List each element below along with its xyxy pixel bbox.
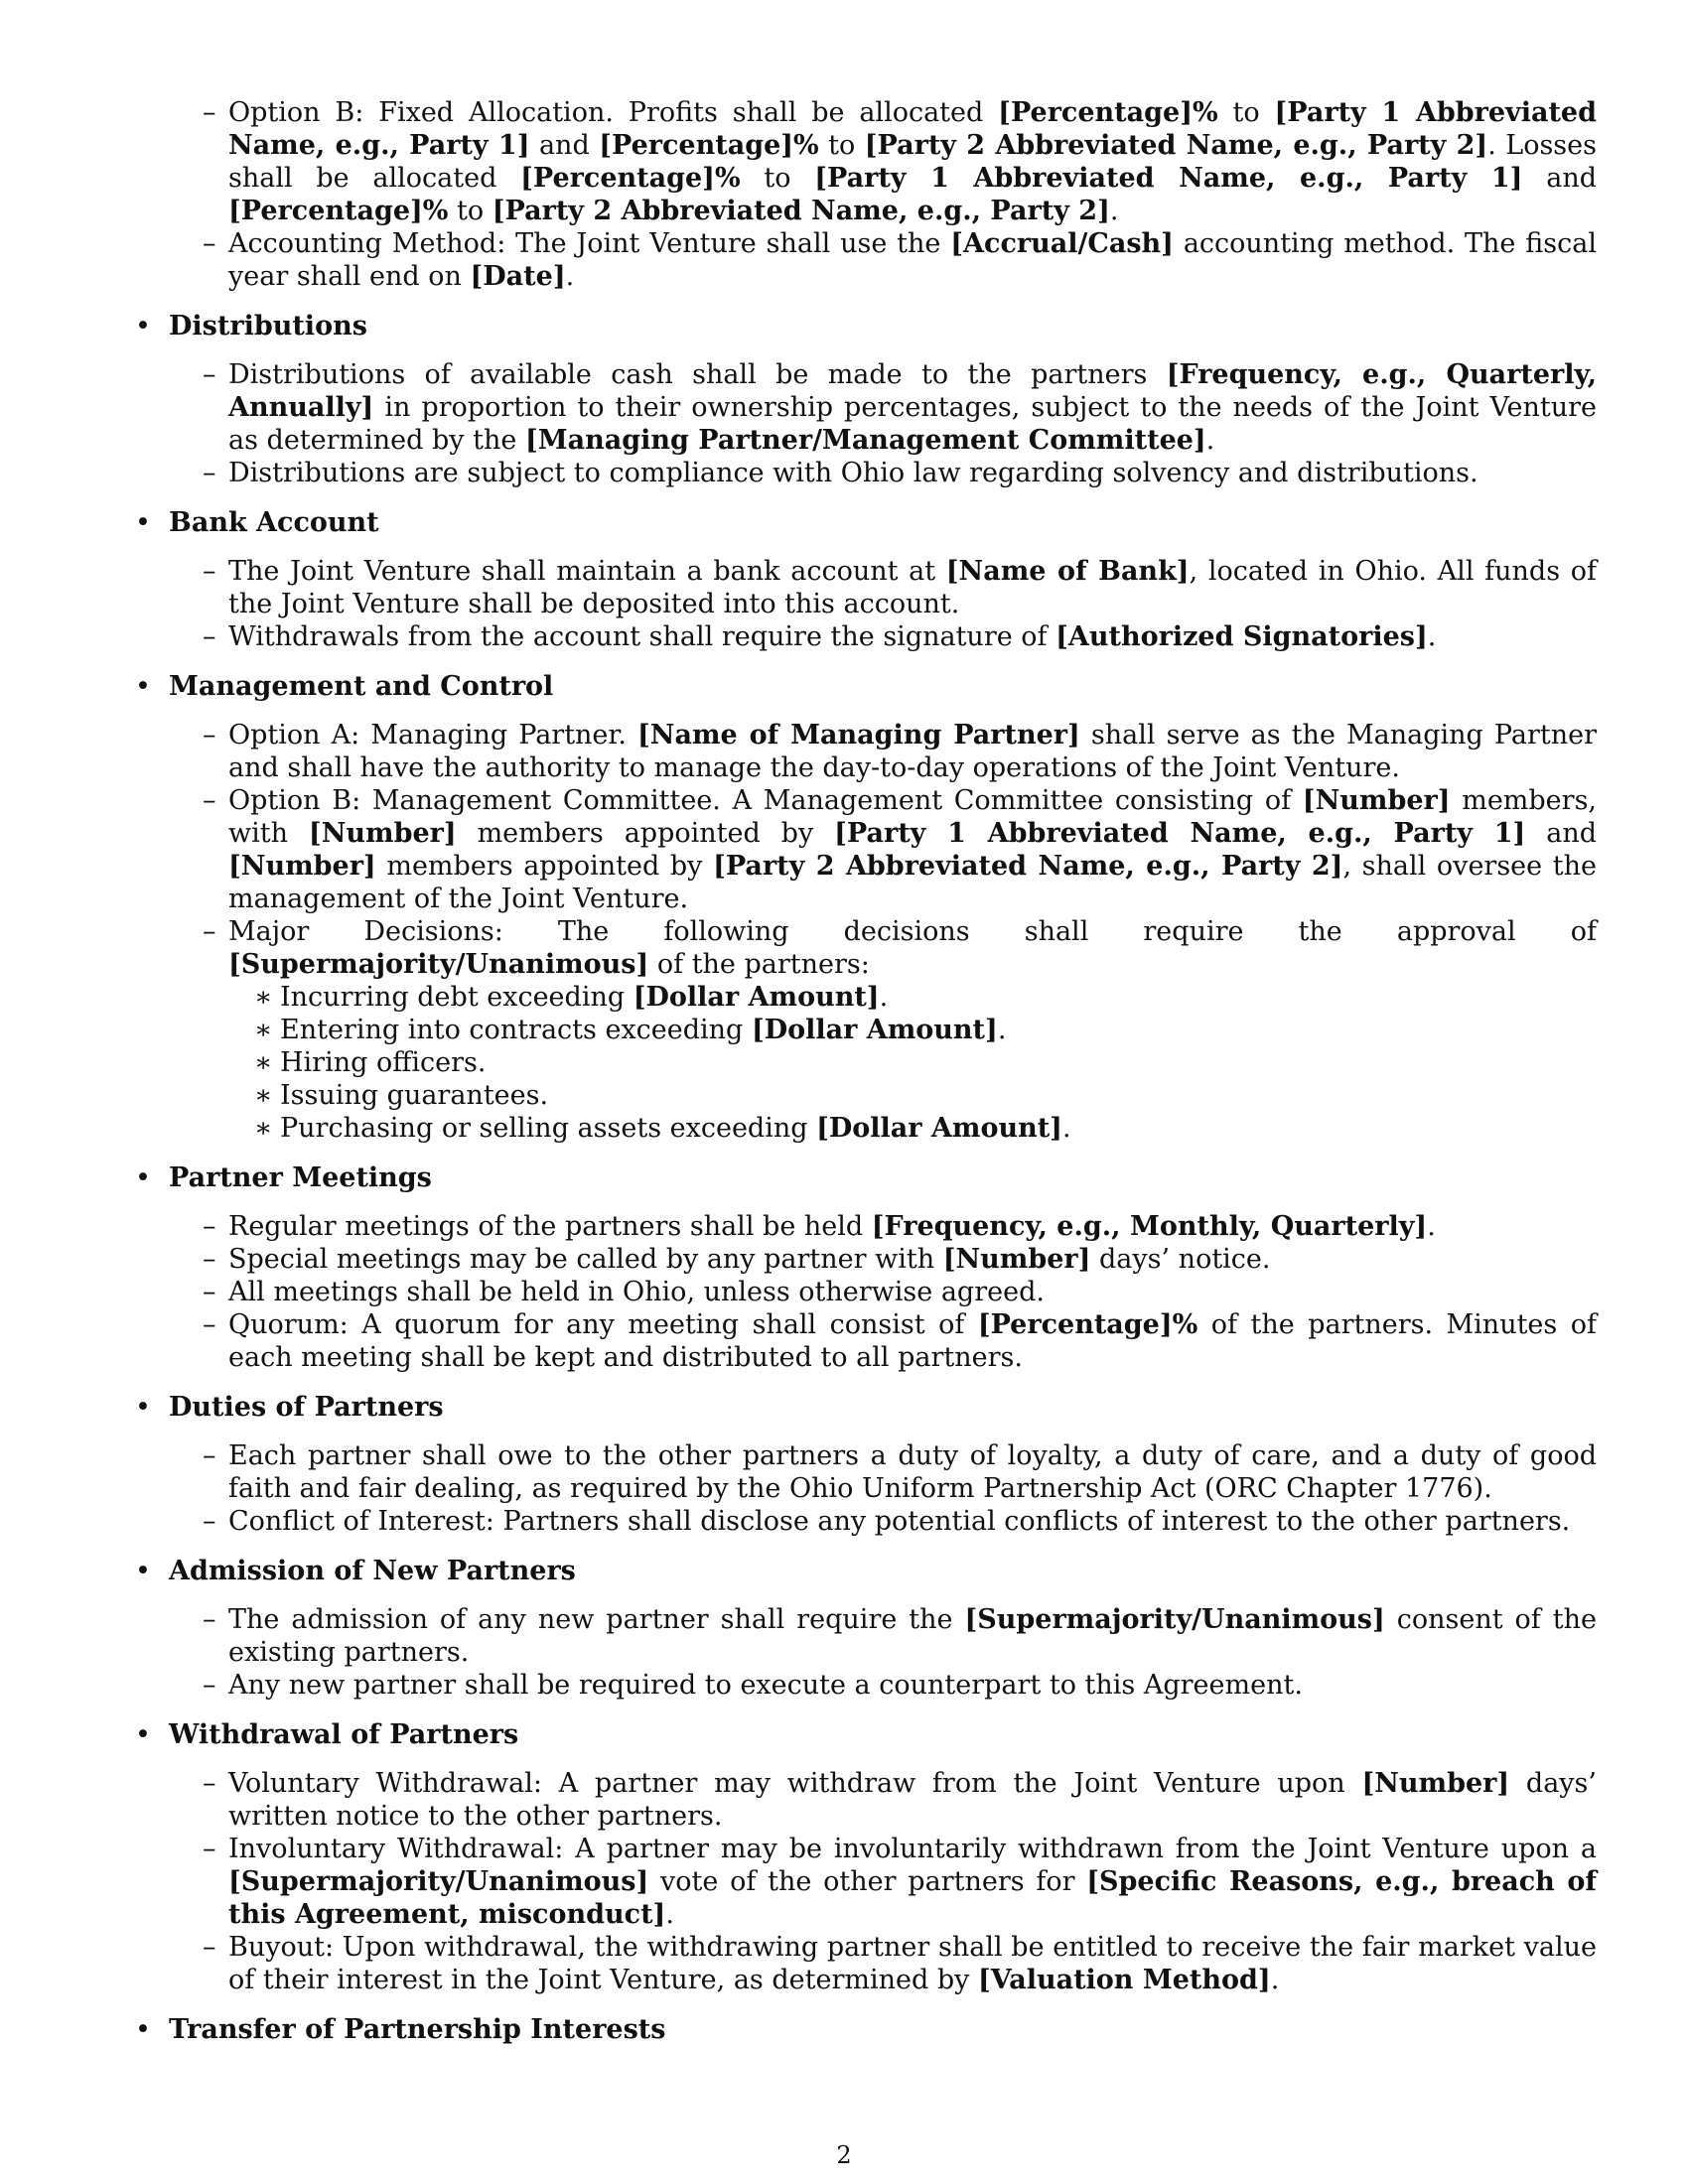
text-run: . — [1427, 621, 1437, 652]
text-run: Regular meetings of the partners shall be held — [228, 1211, 872, 1242]
text-run: of the partners: — [648, 949, 870, 980]
text-run: and — [1522, 163, 1597, 194]
placeholder-field: [Frequency, e.g., Quarterly, Annually] — [228, 359, 1598, 423]
text-run: accounting method. The fiscal year shall end on — [228, 228, 1597, 292]
section-heading: • Bank Account — [135, 506, 1597, 539]
placeholder-field: [Party 2 Abbreviated Name, e.g., Party 2] — [492, 196, 1110, 226]
placeholder-field: [Percentage]% — [977, 1309, 1198, 1340]
text-run: and — [529, 130, 600, 161]
placeholder-field: [Number] — [942, 1244, 1091, 1275]
text-run: Option A: Managing Partner. — [228, 720, 638, 751]
page-number: 2 — [836, 2141, 852, 2169]
section-heading: • Partner Meetings — [135, 1161, 1597, 1194]
text-run: . — [1061, 1113, 1071, 1144]
section-heading: • Management and Control — [135, 670, 1597, 703]
placeholder-field: [Accrual/Cash] — [950, 228, 1174, 259]
text-run: Voluntary Withdrawal: A partner may withdraw from the Joint Venture upon — [228, 1768, 1362, 1799]
text-run: to — [1217, 97, 1275, 128]
placeholder-field: [Supermajority/Unanimous] — [964, 1604, 1385, 1635]
text-run: Involuntary Withdrawal: A partner may be involuntarily withdrawn from the Joint Venture upon a — [228, 1834, 1597, 1864]
section-heading: • Duties of Partners — [135, 1391, 1597, 1424]
placeholder-field: [Managing Partner/Management Committee] — [524, 425, 1206, 456]
placeholder-field: [Authorized Signatories] — [1055, 621, 1428, 652]
text-run: shall serve as the Managing Partner and shall have the authority to manage the day-to-day operations of the Joint Venture. — [228, 720, 1598, 783]
text-run: . — [565, 261, 575, 292]
document-body — [135, 96, 1597, 2063]
list-item — [228, 1603, 1597, 1669]
text-run: . — [1109, 196, 1119, 226]
section-bank-account — [135, 506, 1597, 653]
text-run: . — [879, 982, 889, 1013]
list-item — [228, 1767, 1597, 1833]
text-run: to — [740, 163, 815, 194]
continued-list — [135, 96, 1597, 293]
sub-list-item — [280, 1014, 1597, 1046]
section-list — [135, 1210, 1597, 1374]
placeholder-field: [Dollar Amount] — [816, 1113, 1062, 1144]
text-run: Purchasing or selling assets exceeding — [280, 1113, 817, 1144]
placeholder-field: [Frequency, e.g., Monthly, Quarterly] — [871, 1211, 1428, 1242]
list-item — [228, 96, 1597, 227]
text-run: to — [448, 196, 492, 226]
text-run: . — [665, 1899, 674, 1930]
sub-list — [228, 981, 1597, 1145]
placeholder-field: [Dollar Amount] — [751, 1015, 998, 1045]
section-list — [135, 555, 1597, 653]
text-run: . — [1270, 1965, 1280, 1995]
text-run: Entering into contracts exceeding — [280, 1015, 752, 1045]
placeholder-field: [Specific Reasons, e.g., breach of this Agreement, misconduct] — [228, 1866, 1598, 1930]
list-item — [228, 457, 1597, 489]
placeholder-field: [Dollar Amount] — [633, 982, 880, 1013]
list-item — [228, 784, 1597, 915]
list-item — [228, 1243, 1597, 1276]
placeholder-field: [Party 2 Abbreviated Name, e.g., Party 2] — [864, 130, 1488, 161]
section-withdrawal-of-partners — [135, 1718, 1597, 1996]
text-run: Distributions are subject to compliance with Ohio law regarding solvency and distributions. — [228, 458, 1478, 488]
placeholder-field: [Number] — [228, 851, 376, 882]
section-heading: • Withdrawal of Partners — [135, 1718, 1597, 1751]
section-heading: • Distributions — [135, 310, 1597, 342]
placeholder-field: [Supermajority/Unanimous] — [228, 1866, 649, 1897]
section-partner-meetings — [135, 1161, 1597, 1374]
list-item — [228, 1439, 1597, 1505]
section-heading: • Transfer of Partnership Interests — [135, 2013, 1597, 2046]
text-run: Withdrawals from the account shall require the signature of — [228, 621, 1056, 652]
placeholder-field: [Percentage]% — [599, 130, 819, 161]
text-run: members, with — [228, 785, 1598, 849]
list-item — [228, 358, 1597, 457]
text-run: vote of the other partners for — [648, 1866, 1087, 1897]
list-item — [228, 1931, 1597, 1996]
section-list — [135, 719, 1597, 1145]
text-run: of the partners. Minutes of each meeting shall be kept and distributed to all partners. — [228, 1309, 1597, 1373]
placeholder-field: [Number] — [308, 818, 457, 849]
list-item — [228, 555, 1597, 620]
text-run: Accounting Method: The Joint Venture shall use the — [228, 228, 951, 259]
list-item — [228, 1276, 1597, 1308]
sub-list-item — [280, 1046, 1597, 1079]
text-run: Major Decisions: The following decisions shall require the approval of — [228, 916, 1597, 947]
list-item — [228, 1669, 1597, 1702]
text-run: Option B: Management Committee. A Management Committee consisting of — [228, 785, 1303, 816]
text-run: All meetings shall be held in Ohio, unless otherwise agreed. — [228, 1277, 1045, 1307]
placeholder-field: [Supermajority/Unanimous] — [228, 949, 649, 980]
text-run: consent of the existing partners. — [228, 1604, 1597, 1668]
list-item — [228, 227, 1597, 293]
placeholder-field: [Party 2 Abbreviated Name, e.g., Party 2] — [713, 851, 1343, 882]
section-list — [135, 1439, 1597, 1538]
section-list — [135, 1767, 1597, 1996]
sections-container — [135, 310, 1597, 2046]
sub-list-item — [280, 1079, 1597, 1112]
placeholder-field: [Party 1 Abbreviated Name, e.g., Party 1] — [228, 97, 1597, 161]
placeholder-field: [Party 1 Abbreviated Name, e.g., Party 1] — [834, 818, 1526, 849]
placeholder-field: [Party 1 Abbreviated Name, e.g., Party 1] — [814, 163, 1523, 194]
placeholder-field: [Percentage]% — [520, 163, 741, 194]
section-list — [135, 1603, 1597, 1702]
sub-list-item — [280, 1112, 1597, 1145]
text-run: members appointed by — [456, 818, 835, 849]
text-run: Distributions of available cash shall be made to the partners — [228, 359, 1167, 390]
placeholder-field: [Valuation Method] — [977, 1965, 1271, 1995]
text-run: Hiring officers. — [280, 1047, 487, 1078]
text-run: , located in Ohio. All funds of the Joint Venture shall be deposited into this account. — [228, 556, 1597, 619]
list-item — [228, 719, 1597, 784]
section-distributions — [135, 310, 1597, 489]
text-run: Conflict of Interest: Partners shall disclose any potential conflicts of interest to the other partners. — [228, 1506, 1571, 1537]
placeholder-field: [Number] — [1302, 785, 1451, 816]
text-run: days’ notice. — [1090, 1244, 1271, 1275]
text-run: The admission of any new partner shall require the — [228, 1604, 965, 1635]
text-run: Quorum: A quorum for any meeting shall consist of — [228, 1309, 978, 1340]
list-item — [228, 1210, 1597, 1243]
text-run: Issuing guarantees. — [280, 1080, 549, 1111]
text-run: . — [1427, 1211, 1436, 1242]
placeholder-field: [Date] — [470, 261, 566, 292]
placeholder-field: [Percentage]% — [998, 97, 1218, 128]
section-admission-of-new-partners — [135, 1555, 1597, 1702]
text-run: Option B: Fixed Allocation. Profits shall be allocated — [228, 97, 999, 128]
text-run: and — [1525, 818, 1597, 849]
text-run: to — [818, 130, 865, 161]
list-item — [228, 1505, 1597, 1538]
text-run: members appointed by — [375, 851, 714, 882]
sub-list-item — [280, 981, 1597, 1014]
text-run: in proportion to their ownership percentages, subject to the needs of the Joint Venture as determined by the — [228, 392, 1597, 456]
placeholder-field: [Percentage]% — [228, 196, 449, 226]
list-item — [228, 620, 1597, 653]
section-duties-of-partners — [135, 1391, 1597, 1538]
text-run: . — [997, 1015, 1007, 1045]
text-run: Incurring debt exceeding — [280, 982, 633, 1013]
text-run: days’ written notice to the other partners. — [228, 1768, 1597, 1832]
text-run: . — [1205, 425, 1215, 456]
section-transfer-of-partnership-interests — [135, 2013, 1597, 2046]
text-run: Each partner shall owe to the other partners a duty of loyalty, a duty of care, and a duty of good faith and fair dealing, as required by the Ohio Uniform Partnership Act (ORC Chapter 1776). — [228, 1440, 1597, 1504]
section-list — [135, 358, 1597, 489]
text-run: Any new partner shall be required to execute a counterpart to this Agreement. — [228, 1670, 1303, 1701]
list-item — [228, 1308, 1597, 1374]
text-run: The Joint Venture shall maintain a bank account at — [228, 556, 946, 587]
text-run: . Losses shall be allocated — [228, 130, 1597, 194]
placeholder-field: [Number] — [1361, 1768, 1510, 1799]
text-run: Special meetings may be called by any partner with — [228, 1244, 943, 1275]
placeholder-field: [Name of Managing Partner] — [637, 720, 1080, 751]
placeholder-field: [Name of Bank] — [945, 556, 1190, 587]
section-heading: • Admission of New Partners — [135, 1555, 1597, 1587]
list-item — [228, 915, 1597, 1145]
list-item — [228, 1833, 1597, 1931]
text-run: , shall oversee the management of the Joint Venture. — [228, 851, 1597, 914]
text-run: Buyout: Upon withdrawal, the withdrawing partner shall be entitled to receive the fair market value of their interest in the Joint Venture, as determined by — [228, 1932, 1597, 1995]
section-management-and-control — [135, 670, 1597, 1145]
